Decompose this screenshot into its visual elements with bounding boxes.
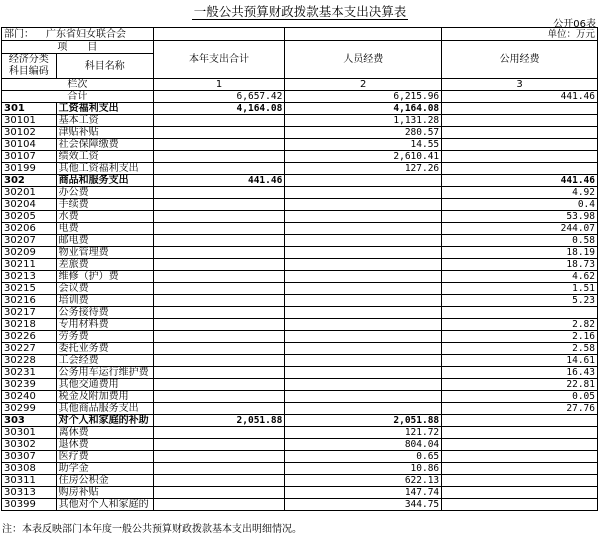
table-row bbox=[2, 463, 598, 475]
row-total bbox=[153, 115, 285, 127]
row-total: 441.46 bbox=[153, 175, 285, 187]
row-public: 0.58 bbox=[442, 235, 598, 247]
dept-label: 部门： bbox=[4, 28, 34, 40]
econ-code-header: 经济分类科目编码 bbox=[2, 54, 57, 79]
row-total bbox=[153, 487, 285, 499]
header-row-1 bbox=[2, 41, 598, 54]
row-index-label: 栏次 bbox=[2, 79, 154, 91]
row-personnel bbox=[285, 403, 442, 415]
row-public bbox=[442, 163, 598, 175]
row-total bbox=[153, 187, 285, 199]
row-code: 301 bbox=[2, 103, 57, 115]
row-personnel: 127.26 bbox=[285, 163, 442, 175]
row-code: 30313 bbox=[2, 487, 57, 499]
row-personnel bbox=[285, 235, 442, 247]
table-row bbox=[2, 451, 598, 463]
row-public bbox=[442, 151, 598, 163]
row-total bbox=[153, 379, 285, 391]
blank-cell bbox=[153, 28, 285, 41]
row-name: 津贴补贴 bbox=[56, 127, 153, 139]
row-code: 30204 bbox=[2, 199, 57, 211]
row-public: 0.05 bbox=[442, 391, 598, 403]
row-personnel bbox=[285, 199, 442, 211]
total-personnel: 6,215.96 bbox=[285, 91, 442, 103]
row-personnel bbox=[285, 379, 442, 391]
row-code: 30216 bbox=[2, 295, 57, 307]
row-total bbox=[153, 283, 285, 295]
table-row bbox=[2, 343, 598, 355]
row-public bbox=[442, 307, 598, 319]
row-total bbox=[153, 295, 285, 307]
row-public bbox=[442, 475, 598, 487]
row-code: 30226 bbox=[2, 331, 57, 343]
row-personnel bbox=[285, 367, 442, 379]
row-code: 30231 bbox=[2, 367, 57, 379]
row-code: 30307 bbox=[2, 451, 57, 463]
row-code: 30399 bbox=[2, 499, 57, 511]
row-name: 劳务费 bbox=[56, 331, 153, 343]
row-total bbox=[153, 271, 285, 283]
row-personnel: 344.75 bbox=[285, 499, 442, 511]
col-index-2: 2 bbox=[285, 79, 442, 91]
row-code: 30311 bbox=[2, 475, 57, 487]
row-personnel bbox=[285, 175, 442, 187]
row-code: 30308 bbox=[2, 463, 57, 475]
row-total bbox=[153, 127, 285, 139]
row-name: 医疗费 bbox=[56, 451, 153, 463]
row-name: 差旅费 bbox=[56, 259, 153, 271]
row-personnel bbox=[285, 331, 442, 343]
subject-name-header: 科目名称 bbox=[56, 54, 153, 79]
row-name: 购房补贴 bbox=[56, 487, 153, 499]
row-total bbox=[153, 499, 285, 511]
row-total bbox=[153, 475, 285, 487]
row-total bbox=[153, 235, 285, 247]
row-name: 委托业务费 bbox=[56, 343, 153, 355]
total-amount: 6,657.42 bbox=[153, 91, 285, 103]
row-public: 18.73 bbox=[442, 259, 598, 271]
row-name: 离休费 bbox=[56, 427, 153, 439]
row-public: 2.82 bbox=[442, 319, 598, 331]
row-total bbox=[153, 259, 285, 271]
row-code: 30201 bbox=[2, 187, 57, 199]
row-code: 30301 bbox=[2, 427, 57, 439]
row-code: 30104 bbox=[2, 139, 57, 151]
row-name: 退休费 bbox=[56, 439, 153, 451]
row-personnel bbox=[285, 247, 442, 259]
row-public: 53.98 bbox=[442, 211, 598, 223]
row-name: 助学金 bbox=[56, 463, 153, 475]
row-personnel bbox=[285, 223, 442, 235]
row-code: 30101 bbox=[2, 115, 57, 127]
row-total bbox=[153, 139, 285, 151]
row-personnel bbox=[285, 295, 442, 307]
row-code: 30207 bbox=[2, 235, 57, 247]
row-name: 对个人和家庭的补助 bbox=[56, 415, 153, 427]
row-public: 22.81 bbox=[442, 379, 598, 391]
row-public bbox=[442, 115, 598, 127]
row-personnel bbox=[285, 355, 442, 367]
row-code: 303 bbox=[2, 415, 57, 427]
table-row bbox=[2, 331, 598, 343]
row-code: 30205 bbox=[2, 211, 57, 223]
dept-cell bbox=[2, 28, 154, 41]
row-code: 302 bbox=[2, 175, 57, 187]
row-personnel bbox=[285, 391, 442, 403]
row-public bbox=[442, 499, 598, 511]
row-name: 税金及附加费用 bbox=[56, 391, 153, 403]
row-personnel: 280.57 bbox=[285, 127, 442, 139]
row-public bbox=[442, 427, 598, 439]
col-total-header: 本年支出合计 bbox=[153, 41, 285, 79]
row-name: 其他交通费用 bbox=[56, 379, 153, 391]
row-personnel: 1,131.28 bbox=[285, 115, 442, 127]
row-public: 2.58 bbox=[442, 343, 598, 355]
row-name: 公务接待费 bbox=[56, 307, 153, 319]
table-row bbox=[2, 211, 598, 223]
row-total bbox=[153, 391, 285, 403]
form-code: 公开06表 bbox=[553, 19, 596, 30]
row-code: 30215 bbox=[2, 283, 57, 295]
row-total bbox=[153, 163, 285, 175]
row-personnel bbox=[285, 319, 442, 331]
table-row bbox=[2, 271, 598, 283]
row-name: 办公费 bbox=[56, 187, 153, 199]
row-name: 基本工资 bbox=[56, 115, 153, 127]
row-code: 30211 bbox=[2, 259, 57, 271]
table-row bbox=[2, 427, 598, 439]
row-personnel bbox=[285, 307, 442, 319]
row-total bbox=[153, 199, 285, 211]
row-public bbox=[442, 415, 598, 427]
row-name: 其他商品服务支出 bbox=[56, 403, 153, 415]
project-header: 项 目 bbox=[2, 41, 154, 54]
col-index-3: 3 bbox=[442, 79, 598, 91]
row-personnel: 0.65 bbox=[285, 451, 442, 463]
row-total bbox=[153, 307, 285, 319]
row-total bbox=[153, 331, 285, 343]
row-total bbox=[153, 367, 285, 379]
col-public-header: 公用经费 bbox=[442, 41, 598, 79]
table-row bbox=[2, 259, 598, 271]
row-public: 244.07 bbox=[442, 223, 598, 235]
row-name: 商品和服务支出 bbox=[56, 175, 153, 187]
row-total bbox=[153, 403, 285, 415]
table-row bbox=[2, 295, 598, 307]
table-row bbox=[2, 151, 598, 163]
row-public: 5.23 bbox=[442, 295, 598, 307]
row-code: 30206 bbox=[2, 223, 57, 235]
table-row bbox=[2, 487, 598, 499]
row-personnel bbox=[285, 211, 442, 223]
table-row bbox=[2, 115, 598, 127]
row-public: 14.61 bbox=[442, 355, 598, 367]
row-name: 其他工资福利支出 bbox=[56, 163, 153, 175]
row-public bbox=[442, 127, 598, 139]
table-row bbox=[2, 415, 598, 427]
row-personnel: 121.72 bbox=[285, 427, 442, 439]
row-name: 住房公积金 bbox=[56, 475, 153, 487]
dept-row bbox=[2, 28, 598, 41]
col-index-1: 1 bbox=[153, 79, 285, 91]
table-row bbox=[2, 379, 598, 391]
row-name: 公务用车运行维护费 bbox=[56, 367, 153, 379]
row-name: 水费 bbox=[56, 211, 153, 223]
row-public: 16.43 bbox=[442, 367, 598, 379]
table-row bbox=[2, 199, 598, 211]
row-personnel: 2,610.41 bbox=[285, 151, 442, 163]
row-personnel bbox=[285, 187, 442, 199]
row-code: 30239 bbox=[2, 379, 57, 391]
row-total bbox=[153, 343, 285, 355]
row-personnel bbox=[285, 271, 442, 283]
table-row bbox=[2, 499, 598, 511]
row-name: 工资福利支出 bbox=[56, 103, 153, 115]
row-public: 441.46 bbox=[442, 175, 598, 187]
row-code: 30209 bbox=[2, 247, 57, 259]
row-personnel bbox=[285, 283, 442, 295]
row-public: 27.76 bbox=[442, 403, 598, 415]
table-row bbox=[2, 403, 598, 415]
table-row bbox=[2, 187, 598, 199]
row-public bbox=[442, 451, 598, 463]
row-personnel: 2,051.88 bbox=[285, 415, 442, 427]
table-row bbox=[2, 439, 598, 451]
row-code: 30227 bbox=[2, 343, 57, 355]
row-total bbox=[153, 151, 285, 163]
row-personnel: 10.86 bbox=[285, 463, 442, 475]
unit-label: 单位：万元 bbox=[442, 28, 598, 41]
row-name: 绩效工资 bbox=[56, 151, 153, 163]
row-code: 30299 bbox=[2, 403, 57, 415]
table-row bbox=[2, 103, 598, 115]
row-public: 1.51 bbox=[442, 283, 598, 295]
footnote: 注：本表反映部门本年度一般公共预算财政拨款基本支出明细情况。 bbox=[2, 524, 302, 535]
row-code: 30199 bbox=[2, 163, 57, 175]
table-row bbox=[2, 283, 598, 295]
report-title bbox=[0, 2, 600, 20]
row-code: 30213 bbox=[2, 271, 57, 283]
row-code: 30107 bbox=[2, 151, 57, 163]
row-total bbox=[153, 355, 285, 367]
row-name: 电费 bbox=[56, 223, 153, 235]
table-row bbox=[2, 175, 598, 187]
row-total bbox=[153, 451, 285, 463]
table-row bbox=[2, 355, 598, 367]
table-row bbox=[2, 235, 598, 247]
row-personnel: 147.74 bbox=[285, 487, 442, 499]
row-public bbox=[442, 463, 598, 475]
row-public: 4.92 bbox=[442, 187, 598, 199]
row-code: 30228 bbox=[2, 355, 57, 367]
total-row bbox=[2, 91, 598, 103]
table-row bbox=[2, 223, 598, 235]
table-row bbox=[2, 319, 598, 331]
row-name: 邮电费 bbox=[56, 235, 153, 247]
row-code: 30218 bbox=[2, 319, 57, 331]
row-total bbox=[153, 463, 285, 475]
row-total bbox=[153, 439, 285, 451]
row-total bbox=[153, 247, 285, 259]
row-code: 30102 bbox=[2, 127, 57, 139]
row-total bbox=[153, 427, 285, 439]
row-total bbox=[153, 211, 285, 223]
row-code: 30240 bbox=[2, 391, 57, 403]
row-name: 专用材料费 bbox=[56, 319, 153, 331]
row-name: 培训费 bbox=[56, 295, 153, 307]
row-public bbox=[442, 139, 598, 151]
table-row bbox=[2, 163, 598, 175]
table-row bbox=[2, 367, 598, 379]
table-row bbox=[2, 139, 598, 151]
row-public: 18.19 bbox=[442, 247, 598, 259]
expenditure-table bbox=[1, 27, 598, 511]
row-code: 30302 bbox=[2, 439, 57, 451]
total-label: 合计 bbox=[2, 91, 154, 103]
report-title-text: 一般公共预算财政拨款基本支出决算表 bbox=[193, 4, 407, 19]
table-row bbox=[2, 247, 598, 259]
row-name: 社会保障缴费 bbox=[56, 139, 153, 151]
row-public bbox=[442, 487, 598, 499]
table-row bbox=[2, 475, 598, 487]
row-public: 2.16 bbox=[442, 331, 598, 343]
dept-name: 广东省妇女联合会 bbox=[46, 28, 126, 40]
row-personnel: 804.04 bbox=[285, 439, 442, 451]
row-public: 4.62 bbox=[442, 271, 598, 283]
row-total bbox=[153, 223, 285, 235]
table-row bbox=[2, 391, 598, 403]
row-personnel bbox=[285, 343, 442, 355]
row-name: 手续费 bbox=[56, 199, 153, 211]
row-name: 维修（护）费 bbox=[56, 271, 153, 283]
row-name: 其他对个人和家庭的 bbox=[56, 499, 153, 511]
row-public: 0.4 bbox=[442, 199, 598, 211]
col-personnel-header: 人员经费 bbox=[285, 41, 442, 79]
row-personnel: 14.55 bbox=[285, 139, 442, 151]
row-total: 2,051.88 bbox=[153, 415, 285, 427]
row-code: 30217 bbox=[2, 307, 57, 319]
total-public: 441.46 bbox=[442, 91, 598, 103]
table-row bbox=[2, 127, 598, 139]
row-name: 物业管理费 bbox=[56, 247, 153, 259]
row-personnel: 4,164.08 bbox=[285, 103, 442, 115]
row-name: 会议费 bbox=[56, 283, 153, 295]
row-total: 4,164.08 bbox=[153, 103, 285, 115]
row-public bbox=[442, 103, 598, 115]
table-row bbox=[2, 307, 598, 319]
row-name: 工会经费 bbox=[56, 355, 153, 367]
row-personnel bbox=[285, 259, 442, 271]
row-public bbox=[442, 439, 598, 451]
blank-cell bbox=[285, 28, 442, 41]
row-total bbox=[153, 319, 285, 331]
row-personnel: 622.13 bbox=[285, 475, 442, 487]
index-row bbox=[2, 79, 598, 91]
